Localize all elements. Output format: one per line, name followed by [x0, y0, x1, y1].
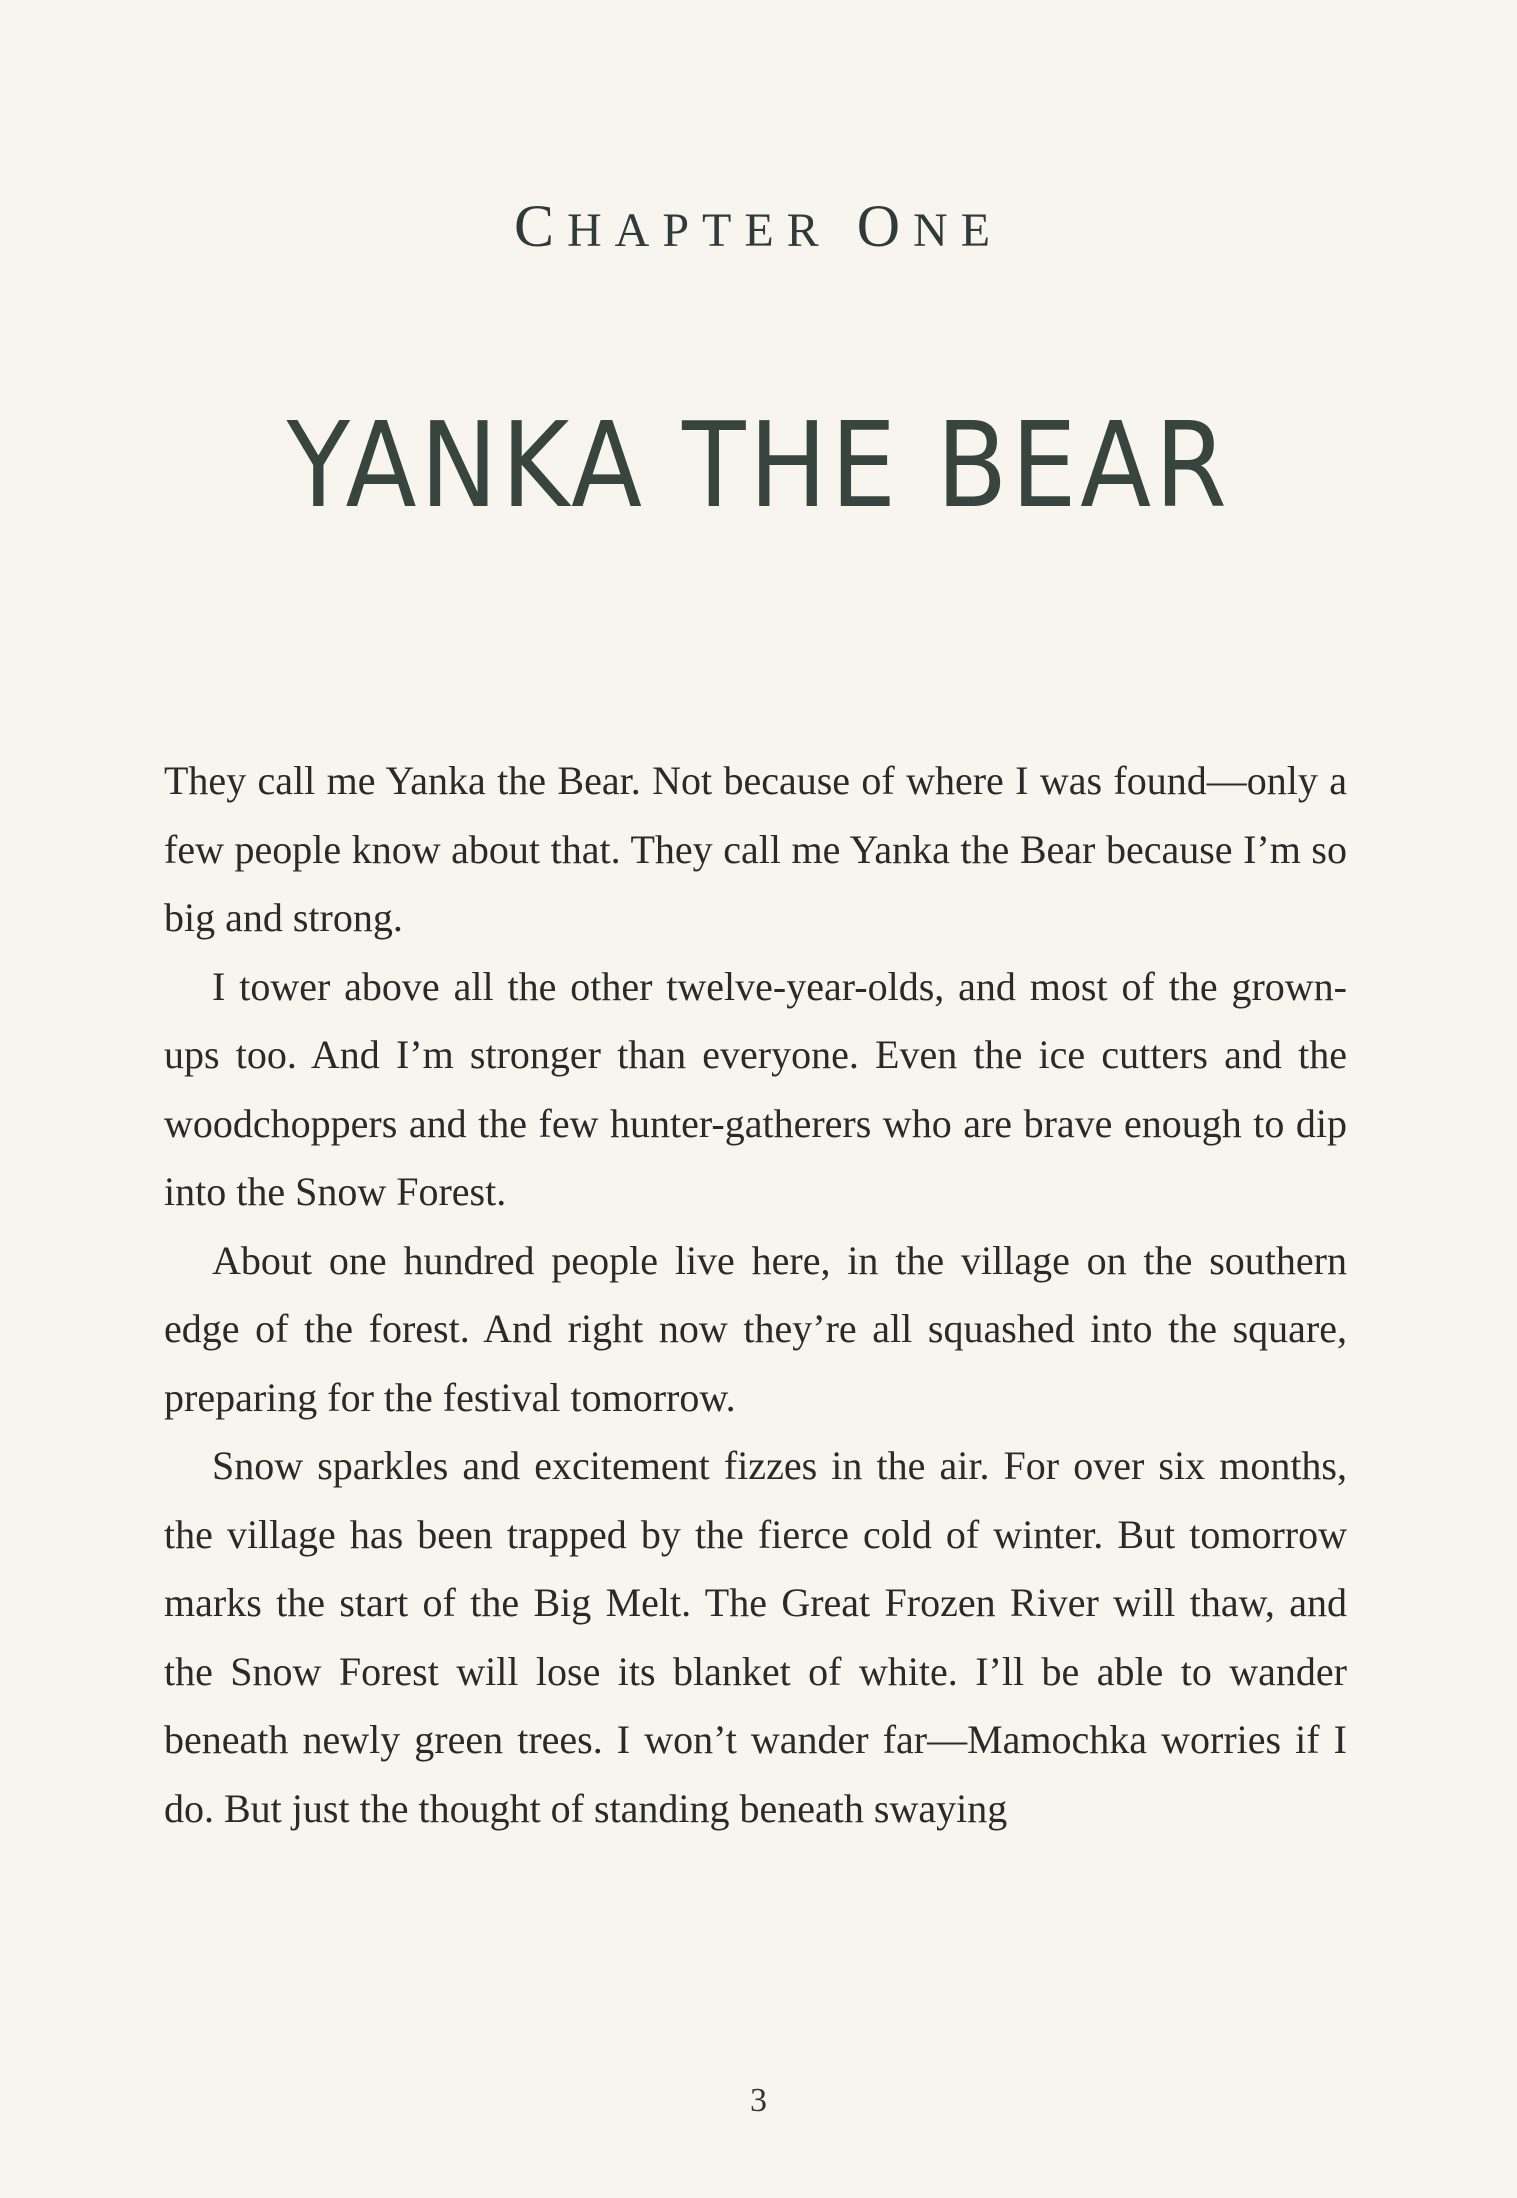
page-number: 3	[750, 2082, 767, 2119]
paragraph: Snow sparkles and excitement fizzes in the air. For over six months, the village has been trapped by the fierce cold of winter. But tomorrow marks the start of the Big Melt. The Great Frozen River will thaw, and the Snow Forest will lose its blanket of white. I’ll be able to wander beneath newly green trees. I won’t wander far—Mamochka worries if I do. But just the thought of standing beneath swaying	[164, 1443, 1347, 1831]
chapter-label	[0, 193, 1517, 261]
paragraph: About one hundred people live here, in the village on the southern edge of the forest. And right now they’re all squashed into the square, preparing for the festival tomorrow.	[164, 1237, 1347, 1420]
chapter-body	[164, 747, 1347, 1843]
paragraph: I tower above all the other twelve-year-olds, and most of the grown-ups too. And I’m stronger than everyone. Even the ice cutters and the woodchoppers and the few hunter-gatherers who are brave enough to dip into the Snow Forest.	[164, 963, 1347, 1214]
chapter-label-initial: C	[513, 193, 567, 259]
paragraph: They call me Yanka the Bear. Not because of where I was found—only a few people know about that. They call me Yanka the Bear because I’m so big and strong.	[164, 758, 1347, 940]
chapter-label-rest: HAPTER	[567, 204, 857, 257]
chapter-label-initial-2: O	[856, 193, 914, 259]
chapter-label-rest-2: NE	[913, 204, 1004, 257]
chapter-title: YANKA THE BEAR	[286, 396, 1231, 534]
